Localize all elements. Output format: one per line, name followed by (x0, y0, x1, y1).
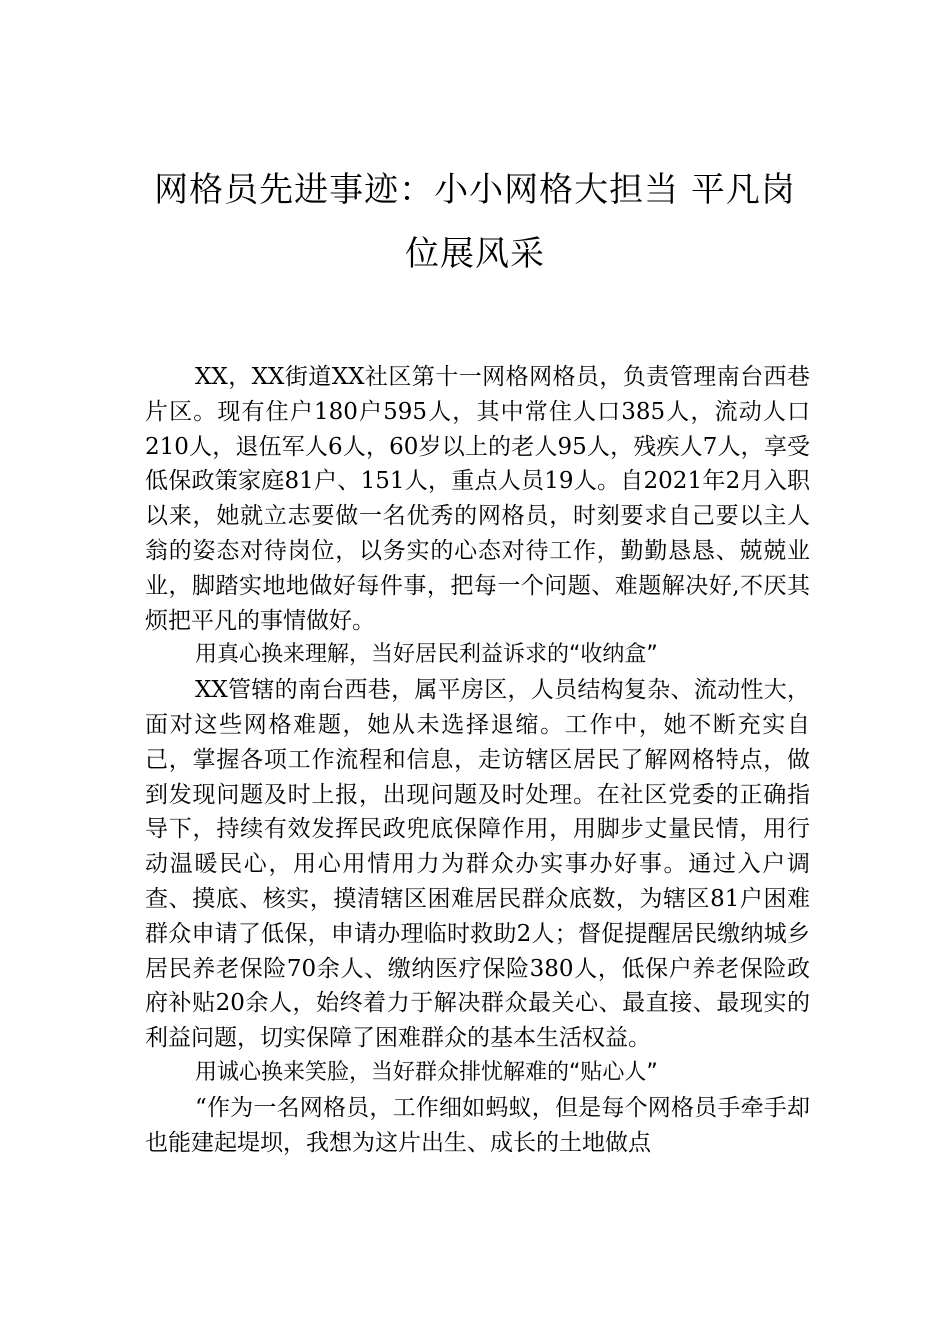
paragraph-section-2: “作为一名网格员，工作细如蚂蚁，但是每个网格员手牵手却也能建起堤坝，我想为这片出生、成长的土地做点 (145, 1094, 810, 1156)
section-heading-1: 用真心换来理解，当好居民利益诉求的“收纳盒” (195, 642, 658, 668)
paragraph-section-1: XX管辖的南台西巷，属平房区，人员结构复杂、流动性大，面对这些网格难题，她从未选择退缩。工作中，她不断充实自己，掌握各项工作流程和信息，走访辖区居民了解网格特点，做到发现问题及时上报，出现问题及时处理。在社区党委的正确指导下，持续有效发挥民政兜底保障作用，用脚步丈量民情，用行动温暖民心，用心用情用力为群众办实事办好事。通过入户调查、摸底、核实，摸清辖区困难居民群众底数，为辖区81户困难群众申请了低保，申请办理临时救助2人；督促提醒居民缴纳城乡居民养老保险70余人、缴纳医疗保险380人，低保户养老保险政府补贴20余人，始终着力于解决群众最关心、最直接、最现实的利益问题，切实保障了困难群众的基本生活权益。 (145, 677, 810, 1052)
section-heading-2: 用诚心换来笑脸，当好群众排忧解难的“贴心人” (195, 1059, 658, 1085)
title-line-2: 位展风采 (405, 234, 545, 274)
document-body (145, 360, 810, 1160)
document-title (130, 158, 820, 286)
paragraph-intro: XX，XX街道XX社区第十一网格网格员，负责管理南台西巷片区。现有住户180户595人，其中常住人口385人，流动人口210人，退伍军人6人，60岁以上的老人95人，残疾人7人，享受低保政策家庭81户、151人，重点人员19人。自2021年2月入职以来，她就立志要做一名优秀的网格员，时刻要求自己要以主人翁的姿态对待岗位，以务实的心态对待工作，勤勤恳恳、兢兢业业，脚踏实地地做好每件事，把每一个问题、难题解决好,不厌其烦把平凡的事情做好。 (145, 364, 810, 634)
title-line-1: 网格员先进事迹：小小网格大担当 平凡岗 (154, 170, 796, 210)
